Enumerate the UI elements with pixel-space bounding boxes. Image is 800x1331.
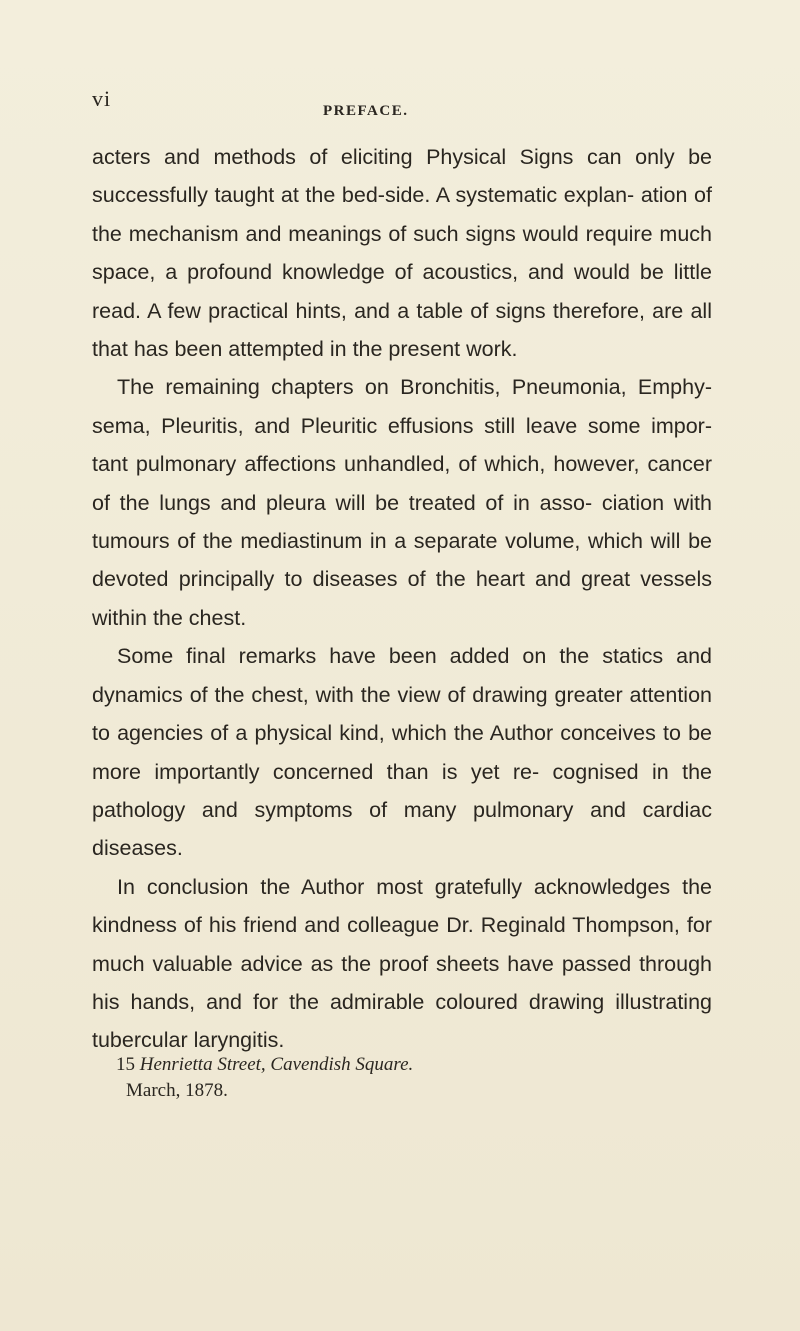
paragraph-3: Some final remarks have been added on the statics and dynamics of the chest, with the view of drawing greater attention to agencies of a physical kind, which the Author conceives to be more importantly concerned than is yet re- cognised in the pathology and symptoms of many pulmonary and cardiac diseases. [92,644,712,861]
signature-date: March, 1878. [126,1080,228,1101]
paragraph-1: acters and methods of eliciting Physical Signs can only be successfully taught at the bed-side. A systematic explan- ation of the mechanism and meanings of such signs would require much space, a profound knowledge of acoustics, and would be little read. A few practical hints, and a table of signs therefore, are all that has been attempted in the present work. [92,145,712,362]
street-address: Henrietta Street, Cavendish Square. [139,1054,414,1075]
preface-body [92,138,712,1060]
street-number: 15 [116,1054,135,1075]
signature-address-line [116,1052,413,1078]
running-head: PREFACE. [323,103,409,119]
signature-block [116,1052,413,1104]
paragraph-4: In conclusion the Author most gratefully acknowledges the kindness of his friend and colleague Dr. Reginald Thompson, for much valuable advice as the proof sheets have passed through his hands, and for the admirable coloured drawing illustrating tubercular laryngitis. [92,874,712,1053]
paragraph-2: The remaining chapters on Bronchitis, Pneumonia, Emphy- sema, Pleuritis, and Pleuritic effusions still leave some impor- tant pulmonary affections unhandled, of which, however, cancer of the lungs and pleura will be treated of in asso- ciation with tumours of the mediastinum in a separate volume, which will be devoted principally to diseases of the heart and great vessels within the chest. [92,375,712,630]
page-number: vi [92,86,112,111]
